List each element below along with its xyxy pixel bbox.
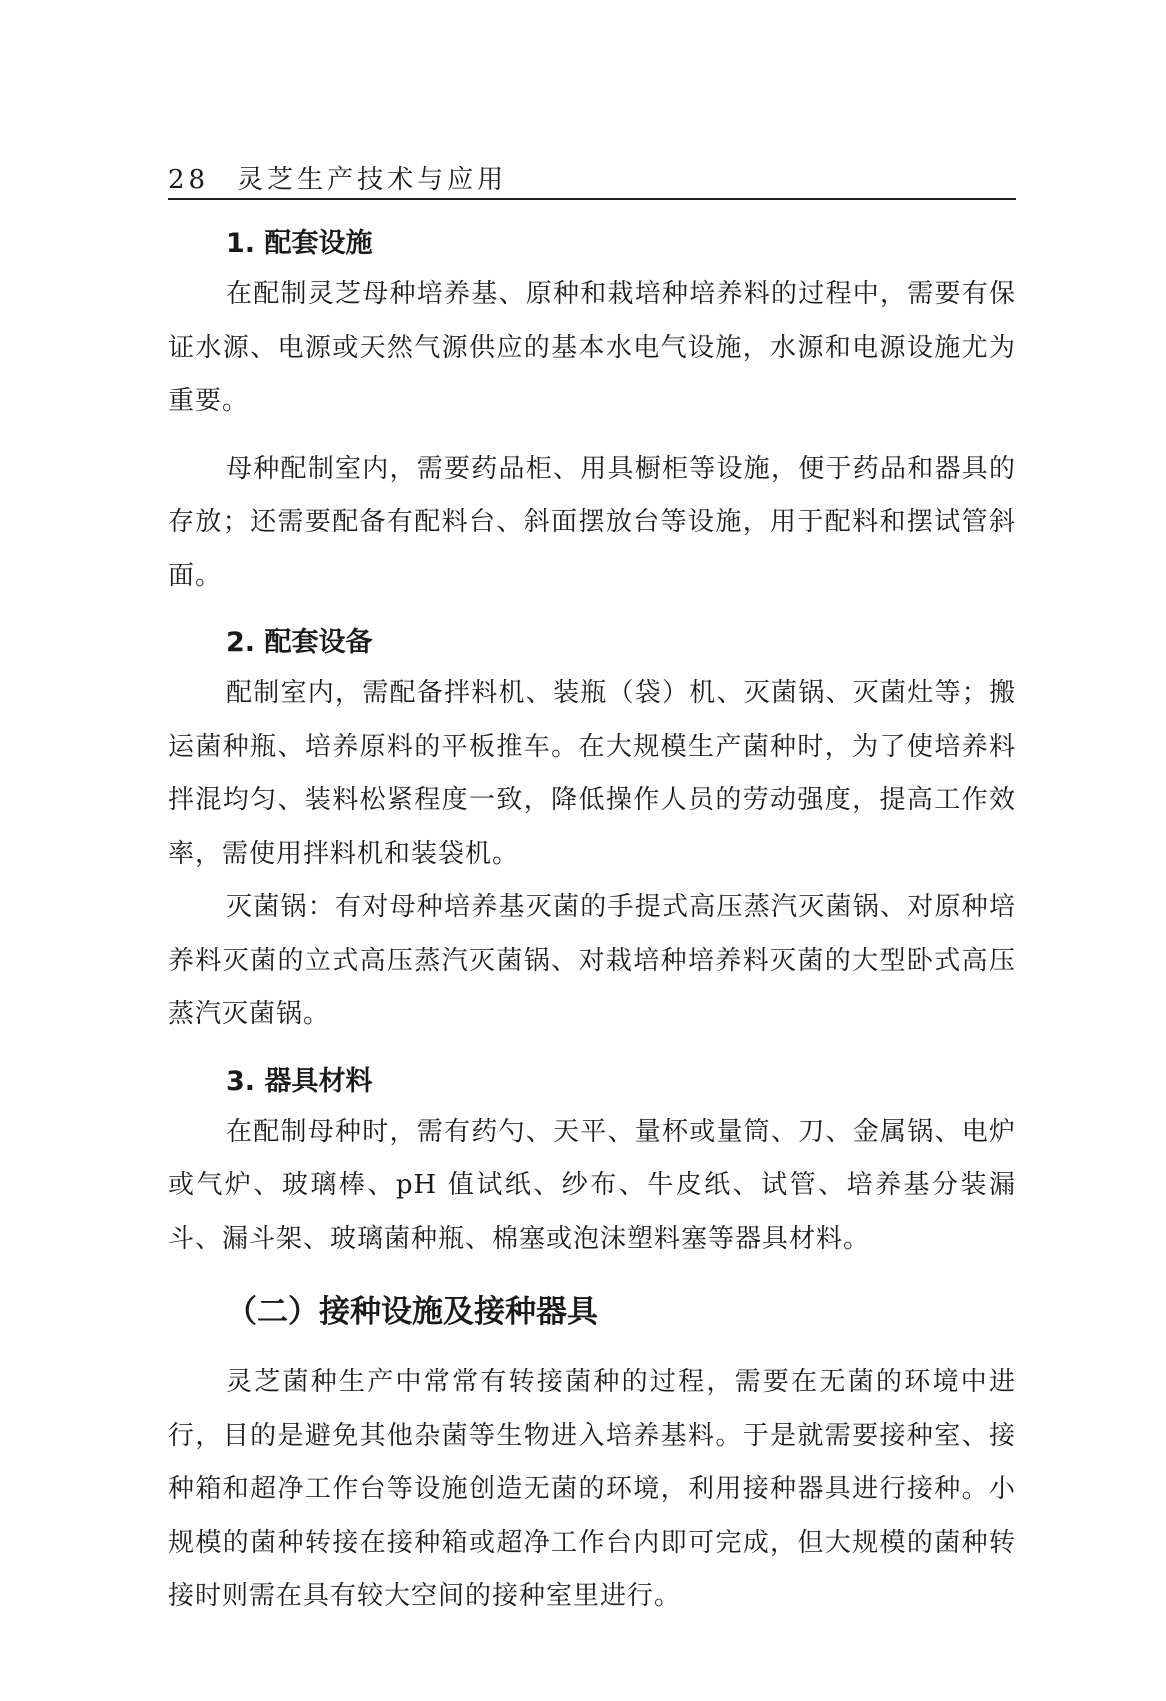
page-number: 28 — [168, 165, 210, 195]
paragraph: 在配制灵芝母种培养基、原种和栽培种培养料的过程中，需要有保证水源、电源或天然气源供应的基本水电气设施，水源和电源设施尤为重要。 — [168, 279, 1016, 416]
running-header — [168, 158, 1016, 196]
paragraph: 在配制母种时，需有药勺、天平、量杯或量筒、刀、金属锅、电炉或气炉、玻璃棒、pH 值试纸、纱布、牛皮纸、试管、培养基分装漏斗、漏斗架、玻璃菌种瓶、棉塞或泡沫塑料塞等器具材料。 — [168, 1116, 1016, 1254]
header-rule — [168, 198, 1016, 200]
paragraph: 灵芝菌种生产中常常有转接菌种的过程，需要在无菌的环境中进行，目的是避免其他杂菌等生物进入培养基料。于是就需要接种室、接种箱和超净工作台等设施创造无菌的环境，利用接种器具进行接种。小规模的菌种转接在接种箱或超净工作台内即可完成，但大规模的菌种转接时则需在具有较大空间的接种室里进行。 — [168, 1367, 1016, 1611]
paragraph: 灭菌锅：有对母种培养基灭菌的手提式高压蒸汽灭菌锅、对原种培养料灭菌的立式高压蒸汽灭菌锅、对栽培种培养料灭菌的大型卧式高压蒸汽灭菌锅。 — [168, 892, 1016, 1029]
book-title: 灵芝生产技术与应用 — [237, 165, 508, 195]
subheading-equipment: 2. 配套设备 — [226, 627, 373, 658]
subheading-facilities: 1. 配套设施 — [226, 228, 373, 259]
subheading-materials: 3. 器具材料 — [226, 1065, 373, 1097]
paragraph: 母种配制室内，需要药品柜、用具橱柜等设施，便于药品和器具的存放；还需要配备有配料台、斜面摆放台等设施，用于配料和摆试管斜面。 — [168, 453, 1016, 591]
page-content — [168, 220, 1016, 1624]
section-title-inoculation: （二）接种设施及接种器具 — [226, 1294, 598, 1330]
paragraph: 配制室内，需配备拌料机、装瓶（袋）机、灭菌锅、灭菌灶等；搬运菌种瓶、培养原料的平板推车。在大规模生产菌种时，为了使培养料拌混均匀、装料松紧程度一致，降低操作人员的劳动强度，提高工作效率，需使用拌料机和装袋机。 — [168, 678, 1016, 869]
